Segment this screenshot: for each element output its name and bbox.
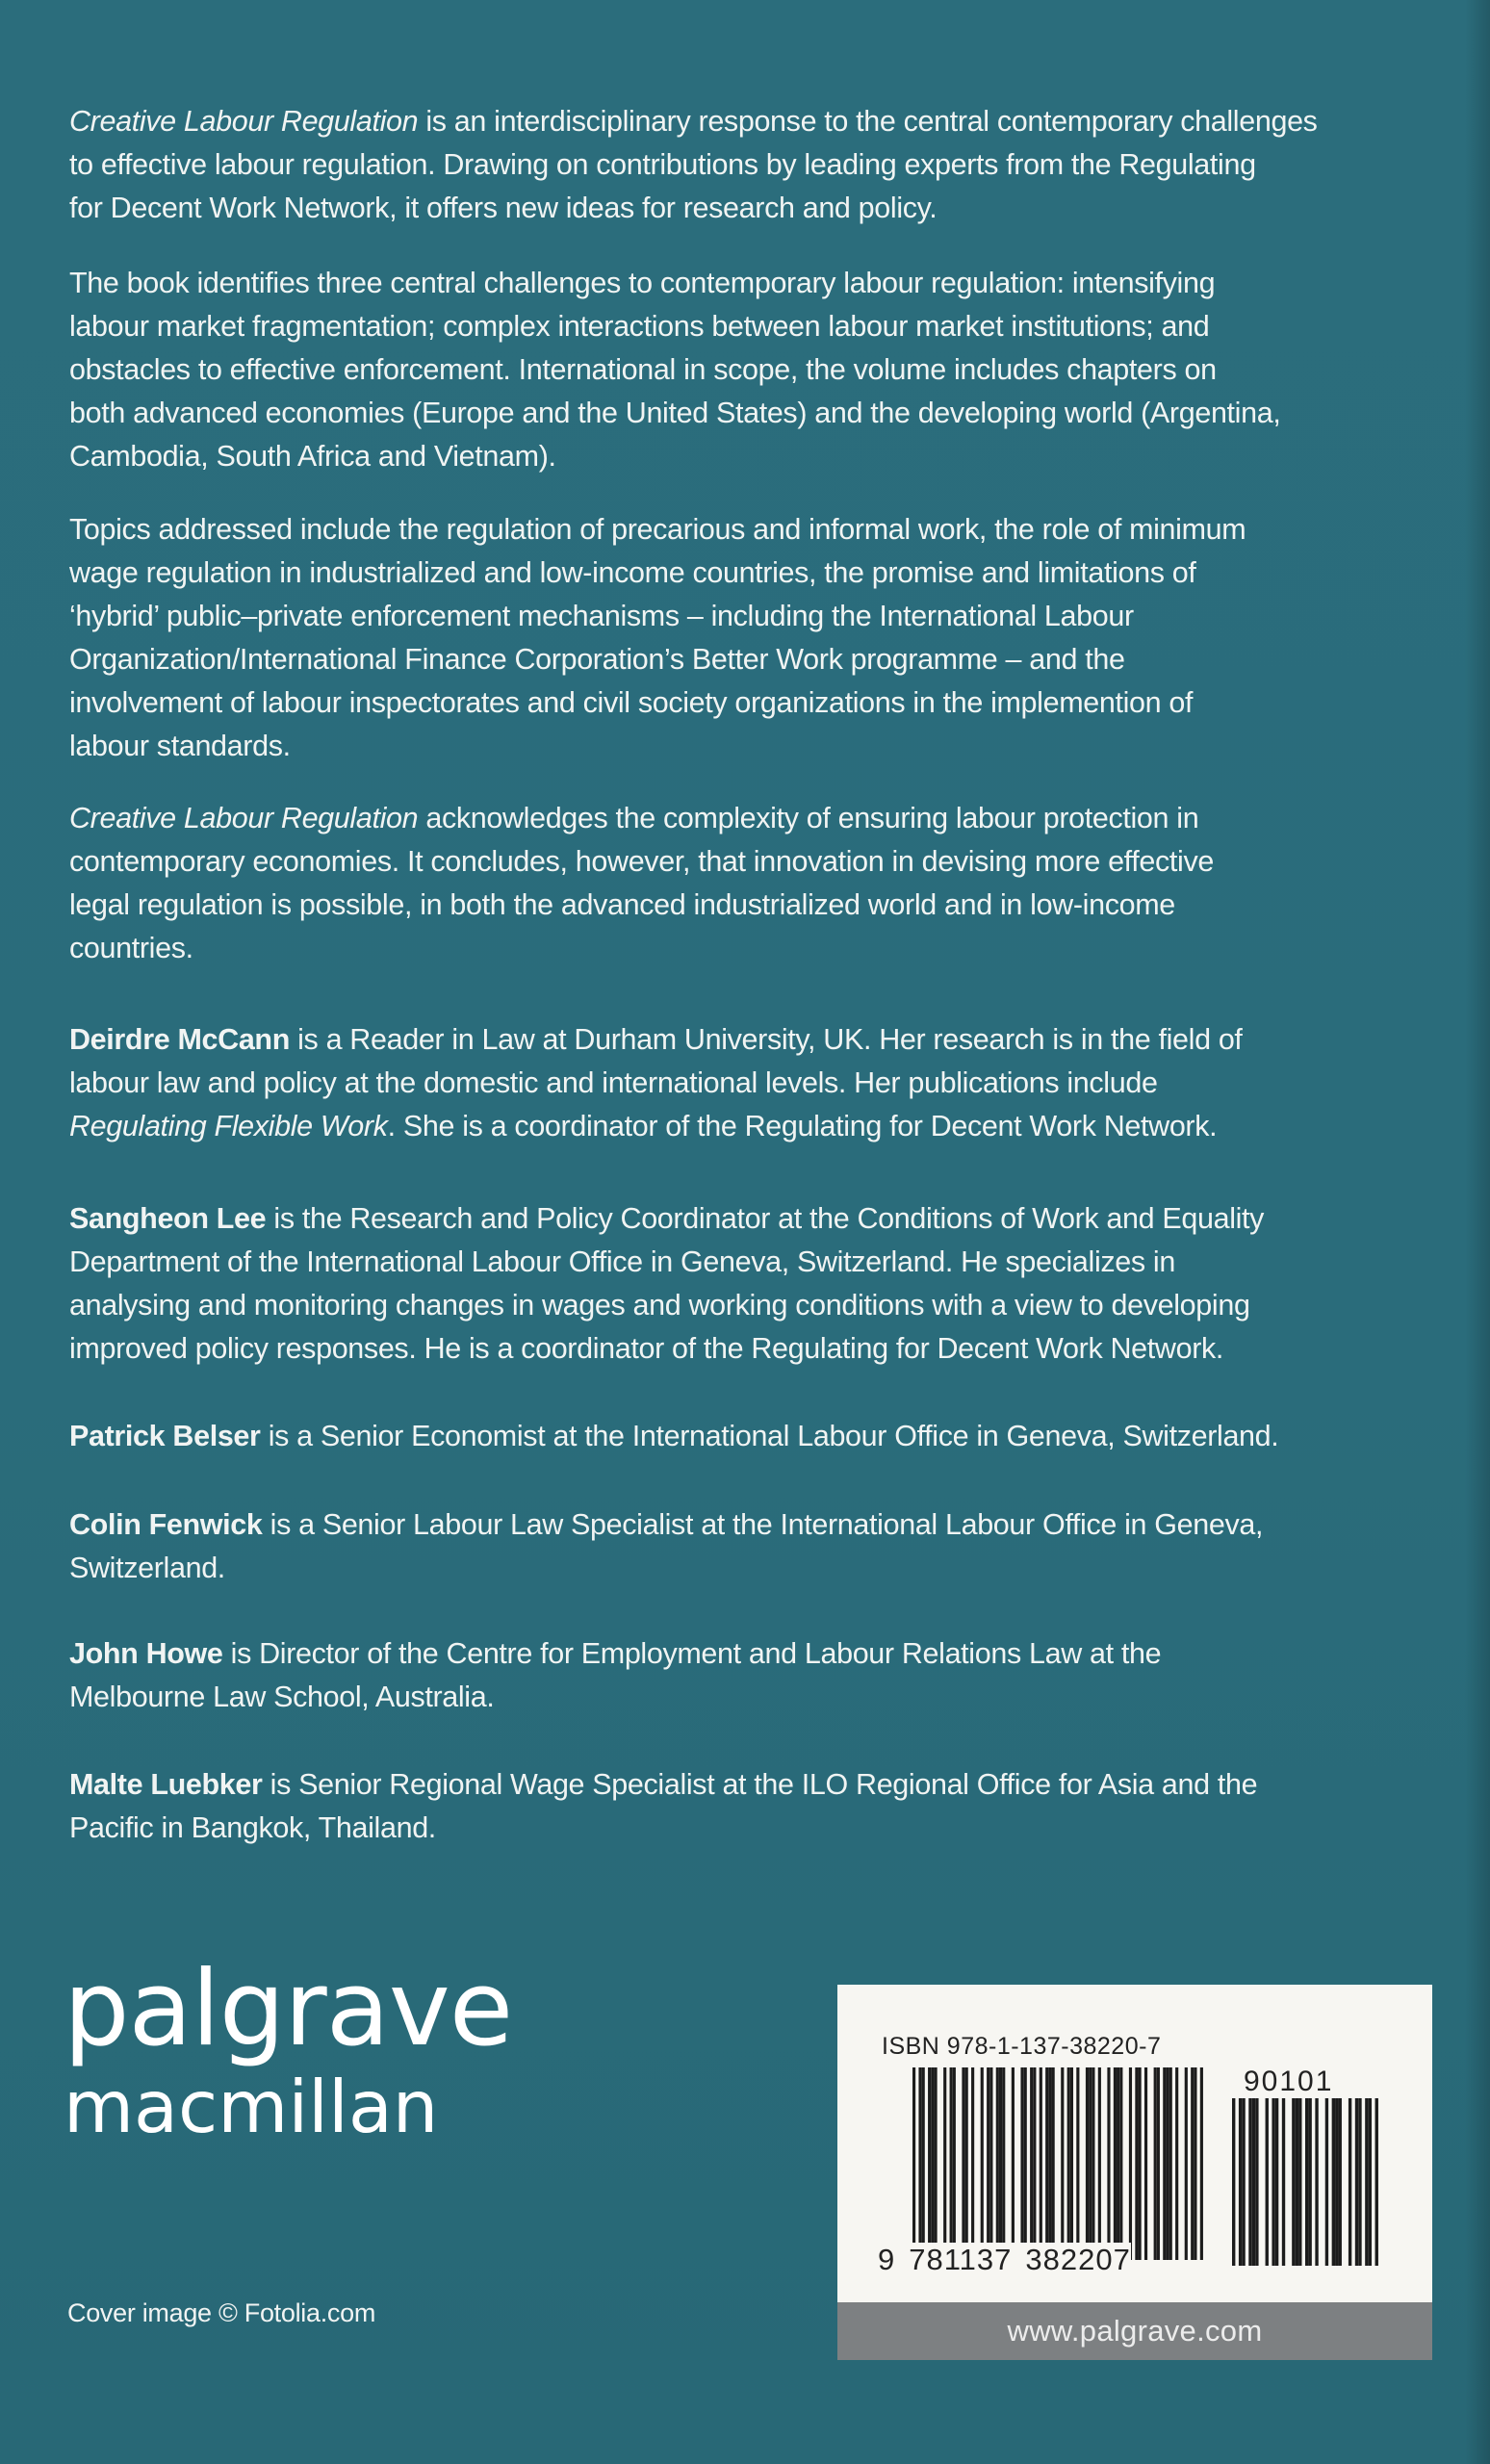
barcode-bar bbox=[1266, 2098, 1269, 2266]
barcode-bar bbox=[1139, 2067, 1142, 2260]
isbn-label: ISBN 978-1-137-38220-7 bbox=[882, 2033, 1162, 2060]
barcode-bar bbox=[1076, 2067, 1079, 2260]
barcode-bar bbox=[1275, 2098, 1278, 2266]
barcode-bar bbox=[1154, 2067, 1157, 2260]
author-bio-mccann bbox=[69, 1018, 1417, 1148]
barcode-bar bbox=[1332, 2098, 1335, 2266]
author-bio-fenwick bbox=[69, 1503, 1417, 1590]
barcode-bar bbox=[1119, 2067, 1122, 2260]
author-bio-lee bbox=[69, 1197, 1417, 1371]
author-name: Colin Fenwick bbox=[69, 1508, 263, 1541]
barcode-bar bbox=[1308, 2098, 1311, 2266]
barcode-bar bbox=[922, 2067, 925, 2260]
author-bio-luebker bbox=[69, 1763, 1417, 1850]
barcode-bar bbox=[1298, 2098, 1301, 2266]
barcode-bar bbox=[981, 2067, 984, 2260]
barcode-bar bbox=[1305, 2098, 1308, 2266]
barcode-bar bbox=[1114, 2067, 1117, 2260]
bio-text: is the Research and Policy Coordinator at the Conditions of Work and Equality bbox=[266, 1202, 1265, 1235]
barcode-bar bbox=[1107, 2067, 1110, 2260]
barcode-bar bbox=[934, 2067, 937, 2260]
barcode-bar bbox=[1175, 2067, 1178, 2260]
barcode-bar bbox=[1086, 2067, 1089, 2260]
barcode-bar bbox=[1255, 2098, 1258, 2266]
barcode-addon-bars bbox=[1232, 2098, 1378, 2266]
barcode-bar bbox=[1355, 2098, 1358, 2266]
author-bio-belser bbox=[69, 1415, 1417, 1458]
blurb-text: labour market fragmentation; complex interactions between labour market institutions; and bbox=[69, 310, 1210, 343]
barcode-bar bbox=[971, 2067, 974, 2260]
barcode-bar bbox=[1135, 2067, 1138, 2260]
barcode-bar bbox=[1169, 2067, 1172, 2260]
barcode-bar bbox=[962, 2067, 964, 2260]
barcode-bar bbox=[1061, 2067, 1064, 2260]
blurb-text: The book identifies three central challenges to contemporary labour regulation: intensifying bbox=[69, 267, 1216, 299]
barcode-digit-group-2: 382207 bbox=[1025, 2243, 1131, 2276]
blurb-text: Cambodia, South Africa and Vietnam). bbox=[69, 440, 556, 473]
logo-line-palgrave: palgrave bbox=[64, 1949, 513, 2069]
barcode-digit-group-1: 781137 bbox=[909, 2243, 1013, 2276]
barcode-bar bbox=[1242, 2098, 1245, 2266]
logo-line-macmillan: macmillan bbox=[64, 2065, 439, 2149]
barcode-bar bbox=[1012, 2067, 1015, 2260]
barcode-bar bbox=[1272, 2098, 1274, 2266]
barcode-bar bbox=[965, 2067, 968, 2260]
book-title-italic: Regulating Flexible Work bbox=[69, 1110, 388, 1142]
barcode-bar bbox=[1040, 2067, 1042, 2260]
barcode-bar bbox=[1185, 2067, 1188, 2260]
bio-text: Pacific in Bangkok, Thailand. bbox=[69, 1811, 436, 1844]
bio-text: improved policy responses. He is a coordinator of the Regulating for Decent Work Network. bbox=[69, 1332, 1224, 1365]
barcode-bar bbox=[1092, 2067, 1094, 2260]
barcode-bar bbox=[1282, 2098, 1285, 2266]
blurb-text: involvement of labour inspectorates and civil society organizations in the implemention of bbox=[69, 686, 1194, 719]
barcode-bar bbox=[1020, 2067, 1023, 2260]
barcode-bar bbox=[1194, 2067, 1196, 2260]
barcode-bar bbox=[1067, 2067, 1070, 2260]
barcode-bar bbox=[1292, 2098, 1295, 2266]
barcode-bar bbox=[943, 2067, 946, 2260]
blurb-text: legal regulation is possible, in both the advanced industrialized world and in low-income bbox=[69, 888, 1175, 921]
bio-text: is Director of the Centre for Employment and Labour Relations Law at the bbox=[222, 1637, 1162, 1670]
barcode-bar bbox=[1030, 2067, 1033, 2260]
cover-image-credit: Cover image © Fotolia.com bbox=[67, 2298, 376, 2327]
bio-text: is a Senior Labour Law Specialist at the International Labour Office in Geneva, bbox=[262, 1508, 1264, 1541]
barcode-bar bbox=[1325, 2098, 1328, 2266]
author-name: Patrick Belser bbox=[69, 1420, 261, 1452]
blurb-text: Topics addressed include the regulation of precarious and informal work, the role of minimum bbox=[69, 513, 1246, 546]
barcode-bar bbox=[1232, 2098, 1235, 2266]
bio-text: is Senior Regional Wage Specialist at the ILO Regional Office for Asia and the bbox=[262, 1768, 1258, 1801]
barcode-bar bbox=[1296, 2098, 1298, 2266]
barcode-bar bbox=[1002, 2067, 1005, 2260]
barcode-main-bars bbox=[912, 2067, 1203, 2260]
barcode-bar bbox=[1369, 2098, 1372, 2266]
barcode-bar bbox=[987, 2067, 989, 2260]
book-title-italic: Creative Labour Regulation bbox=[69, 105, 419, 138]
barcode-bar bbox=[1349, 2098, 1351, 2266]
publisher-logo bbox=[64, 1949, 513, 2149]
barcode-bar bbox=[1089, 2067, 1092, 2260]
barcode-bar bbox=[1315, 2098, 1318, 2266]
barcode-bar bbox=[1200, 2067, 1203, 2260]
author-name: Malte Luebker bbox=[69, 1768, 263, 1801]
barcode-bar bbox=[1335, 2098, 1338, 2266]
barcode-bar bbox=[918, 2067, 921, 2260]
cover-spine-shadow bbox=[1465, 0, 1490, 2464]
barcode-bar bbox=[1024, 2067, 1027, 2260]
barcode-digits bbox=[878, 2243, 1131, 2277]
book-title-italic: Creative Labour Regulation bbox=[69, 802, 419, 834]
barcode-bar bbox=[996, 2067, 999, 2260]
blurb-text: countries. bbox=[69, 932, 193, 964]
bio-text: Melbourne Law School, Australia. bbox=[69, 1681, 495, 1713]
blurb-text: obstacles to effective enforcement. International in scope, the volume includes chapters on bbox=[69, 353, 1217, 386]
barcode-bar bbox=[1033, 2067, 1036, 2260]
barcode-bar bbox=[1252, 2098, 1255, 2266]
barcode-bar bbox=[1339, 2098, 1342, 2266]
bio-text: labour law and policy at the domestic and international levels. Her publications include bbox=[69, 1066, 1158, 1099]
barcode-bar bbox=[1358, 2098, 1361, 2266]
blurb-paragraph-3 bbox=[69, 508, 1417, 768]
blurb-paragraph-4 bbox=[69, 797, 1417, 970]
barcode-bar bbox=[1163, 2067, 1166, 2260]
barcode-bar bbox=[1098, 2067, 1101, 2260]
barcode-bar bbox=[1248, 2098, 1251, 2266]
barcode-bar bbox=[1191, 2067, 1194, 2260]
barcode-bar bbox=[1045, 2067, 1048, 2260]
barcode-bar bbox=[912, 2067, 915, 2260]
blurb-text: Organization/International Finance Corporation’s Better Work programme – and the bbox=[69, 643, 1125, 676]
barcode-bar bbox=[999, 2067, 1002, 2260]
barcode-bar bbox=[931, 2067, 934, 2260]
author-name: Deirdre McCann bbox=[69, 1023, 290, 1056]
barcode-bar bbox=[950, 2067, 953, 2260]
barcode-bar bbox=[1129, 2067, 1132, 2260]
bio-text: Department of the International Labour Office in Geneva, Switzerland. He specializes in bbox=[69, 1245, 1175, 1278]
barcode-bar bbox=[1157, 2067, 1160, 2260]
barcode-bar bbox=[1144, 2067, 1147, 2260]
blurb-text: wage regulation in industrialized and low-income countries, the promise and limitations of bbox=[69, 556, 1196, 589]
blurb-text: is an interdisciplinary response to the central contemporary challenges bbox=[418, 105, 1318, 138]
isbn-barcode-box bbox=[837, 1985, 1432, 2360]
blurb-text: labour standards. bbox=[69, 730, 291, 762]
bio-text: analysing and monitoring changes in wages and working conditions with a view to developing bbox=[69, 1289, 1250, 1322]
barcode-addon-number: 90101 bbox=[1244, 2066, 1334, 2097]
blurb-paragraph-2 bbox=[69, 262, 1417, 478]
barcode-bar bbox=[953, 2067, 956, 2260]
bio-text: Switzerland. bbox=[69, 1552, 225, 1584]
blurb-paragraph-1 bbox=[69, 100, 1417, 230]
barcode-bar bbox=[1375, 2098, 1378, 2266]
bio-text: is a Senior Economist at the International Labour Office in Geneva, Switzerland. bbox=[260, 1420, 1279, 1452]
barcode-bar bbox=[1166, 2067, 1169, 2260]
barcode-bar bbox=[1365, 2098, 1368, 2266]
blurb-text: both advanced economies (Europe and the United States) and the developing world (Argentina, bbox=[69, 397, 1281, 429]
barcode-bar bbox=[1239, 2098, 1242, 2266]
blurb-text: contemporary economies. It concludes, however, that innovation in devising more effective bbox=[69, 845, 1214, 878]
barcode-bar bbox=[1048, 2067, 1051, 2260]
barcode-digit-first: 9 bbox=[878, 2243, 896, 2276]
blurb-text: for Decent Work Network, it offers new ideas for research and policy. bbox=[69, 192, 938, 224]
publisher-url[interactable]: www.palgrave.com bbox=[837, 2302, 1432, 2360]
barcode-bar bbox=[1052, 2067, 1055, 2260]
blurb-text: acknowledges the complexity of ensuring labour protection in bbox=[418, 802, 1199, 834]
barcode-bar bbox=[928, 2067, 931, 2260]
barcode-bar bbox=[1117, 2067, 1119, 2260]
barcode-bar bbox=[989, 2067, 992, 2260]
bio-text: is a Reader in Law at Durham University, UK. Her research is in the field of bbox=[290, 1023, 1243, 1056]
blurb-text: to effective labour regulation. Drawing on contributions by leading experts from the Regulating bbox=[69, 148, 1256, 181]
author-name: John Howe bbox=[69, 1637, 223, 1670]
author-name: Sangheon Lee bbox=[69, 1202, 267, 1235]
bio-text: . She is a coordinator of the Regulating for Decent Work Network. bbox=[387, 1110, 1218, 1142]
author-bio-howe bbox=[69, 1632, 1417, 1719]
barcode-bar bbox=[1070, 2067, 1073, 2260]
blurb-text: ‘hybrid’ public–private enforcement mechanisms – including the International Labour bbox=[69, 600, 1134, 632]
